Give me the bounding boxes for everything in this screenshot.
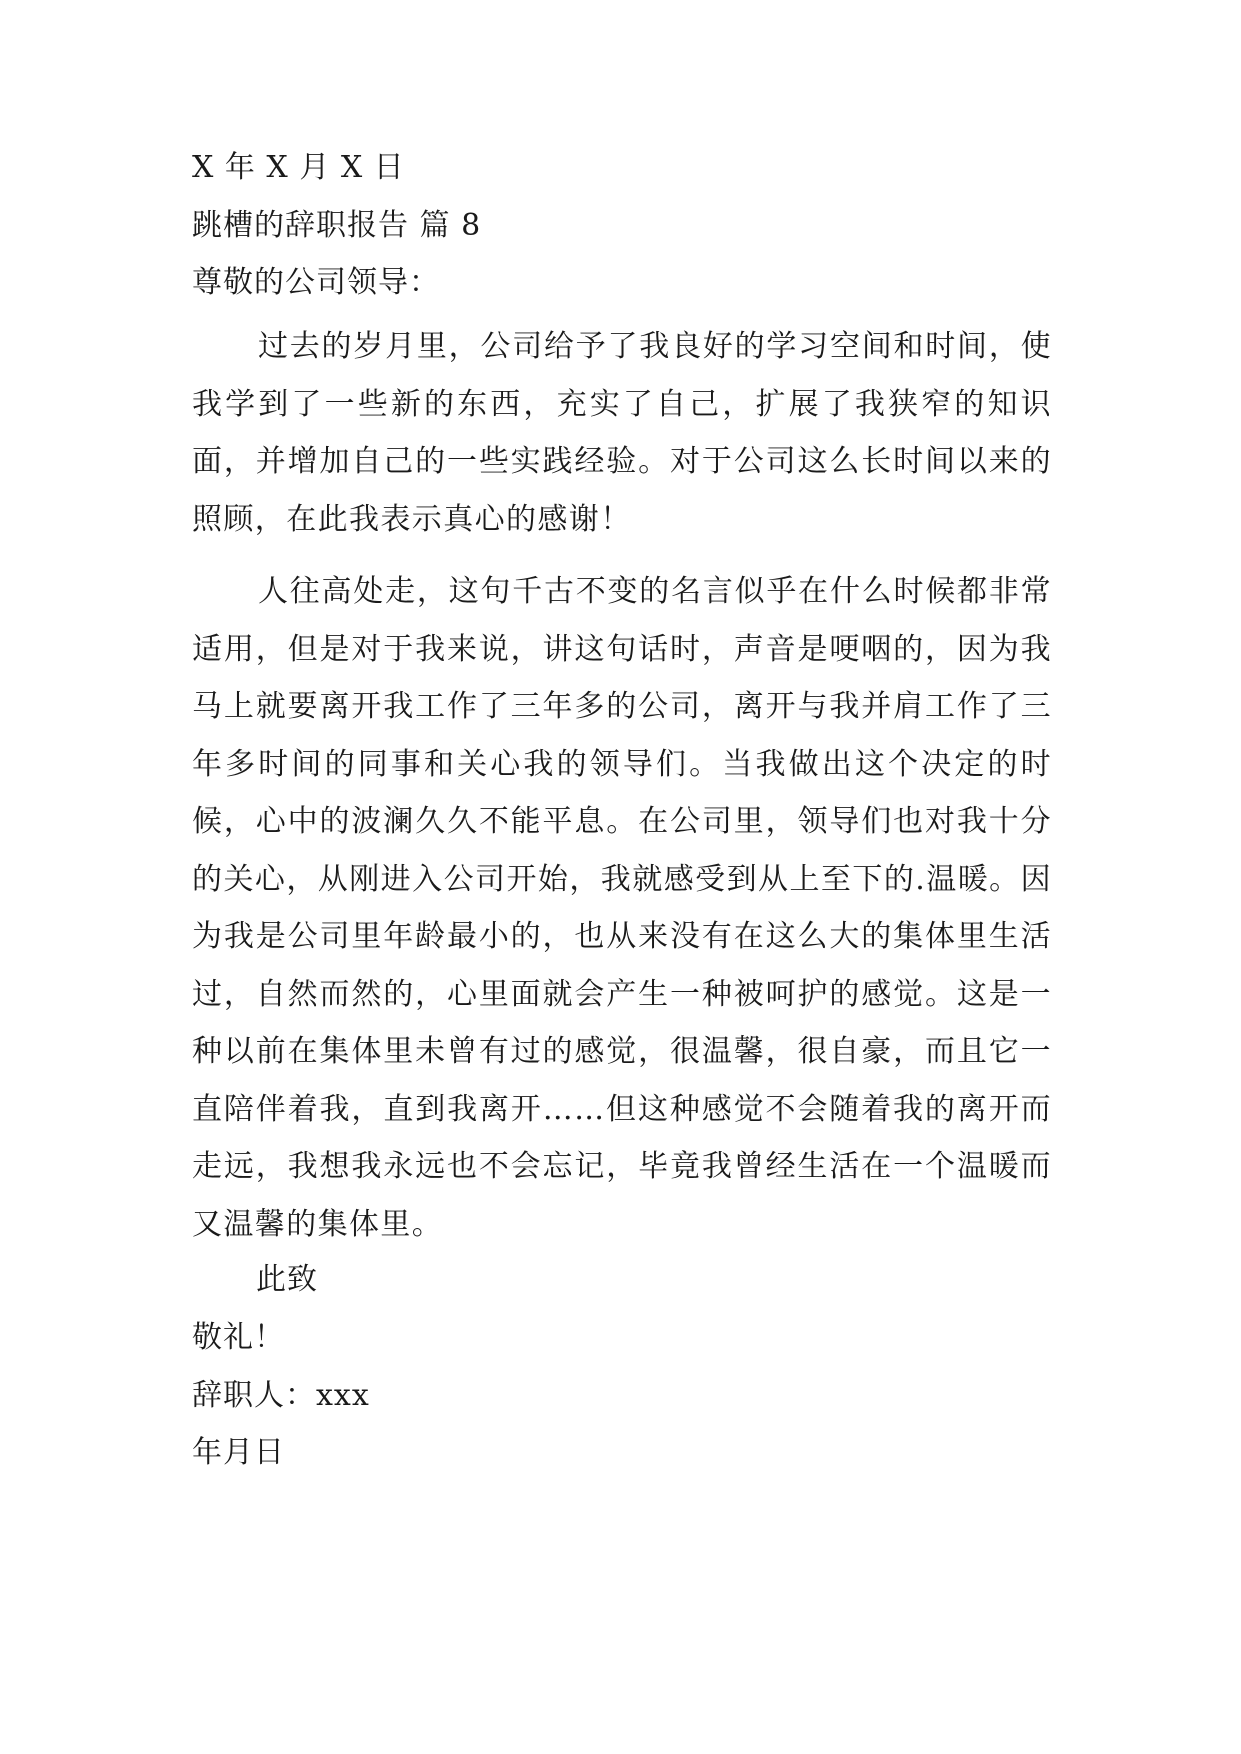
body-paragraph-1: 过去的岁月里，公司给予了我良好的学习空间和时间，使我学到了一些新的东西，充实了自己，扩展了我狭窄的知识面，并增加自己的一些实践经验。对于公司这么长时间以来的照顾，在此我表示真心的感谢！ [192,329,1052,537]
closing-regards: 此致 [256,1262,318,1297]
sign-date: 年月日 [192,1435,285,1470]
signer-line: 辞职人：xxx [192,1378,370,1413]
closing-salute: 敬礼！ [192,1320,285,1355]
document-title: 跳槽的辞职报告 篇 8 [192,208,482,243]
salutation: 尊敬的公司领导： [192,265,440,300]
date-line: X 年 X 月 X 日 [192,150,405,185]
body-paragraph-2: 人往高处走，这句千古不变的名言似乎在什么时候都非常适用，但是对于我来说，讲这句话时，声音是哽咽的，因为我马上就要离开我工作了三年多的公司，离开与我并肩工作了三年多时间的同事和关心我的领导们。当我做出这个决定的时候，心中的波澜久久不能平息。在公司里，领导们也对我十分的关心，从刚进入公司开始，我就感受到从上至下的.温暖。因为我是公司里年龄最小的，也从来没有在这么大的集体里生活过，自然而然的，心里面就会产生一种被呵护的感觉。这是一种以前在集体里未曾有过的感觉，很温馨，很自豪，而且它一直陪伴着我，直到我离开……但这种感觉不会随着我的离开而走远，我想我永远也不会忘记，毕竟我曾经生活在一个温暖而又温馨的集体里。 [192,574,1052,1242]
